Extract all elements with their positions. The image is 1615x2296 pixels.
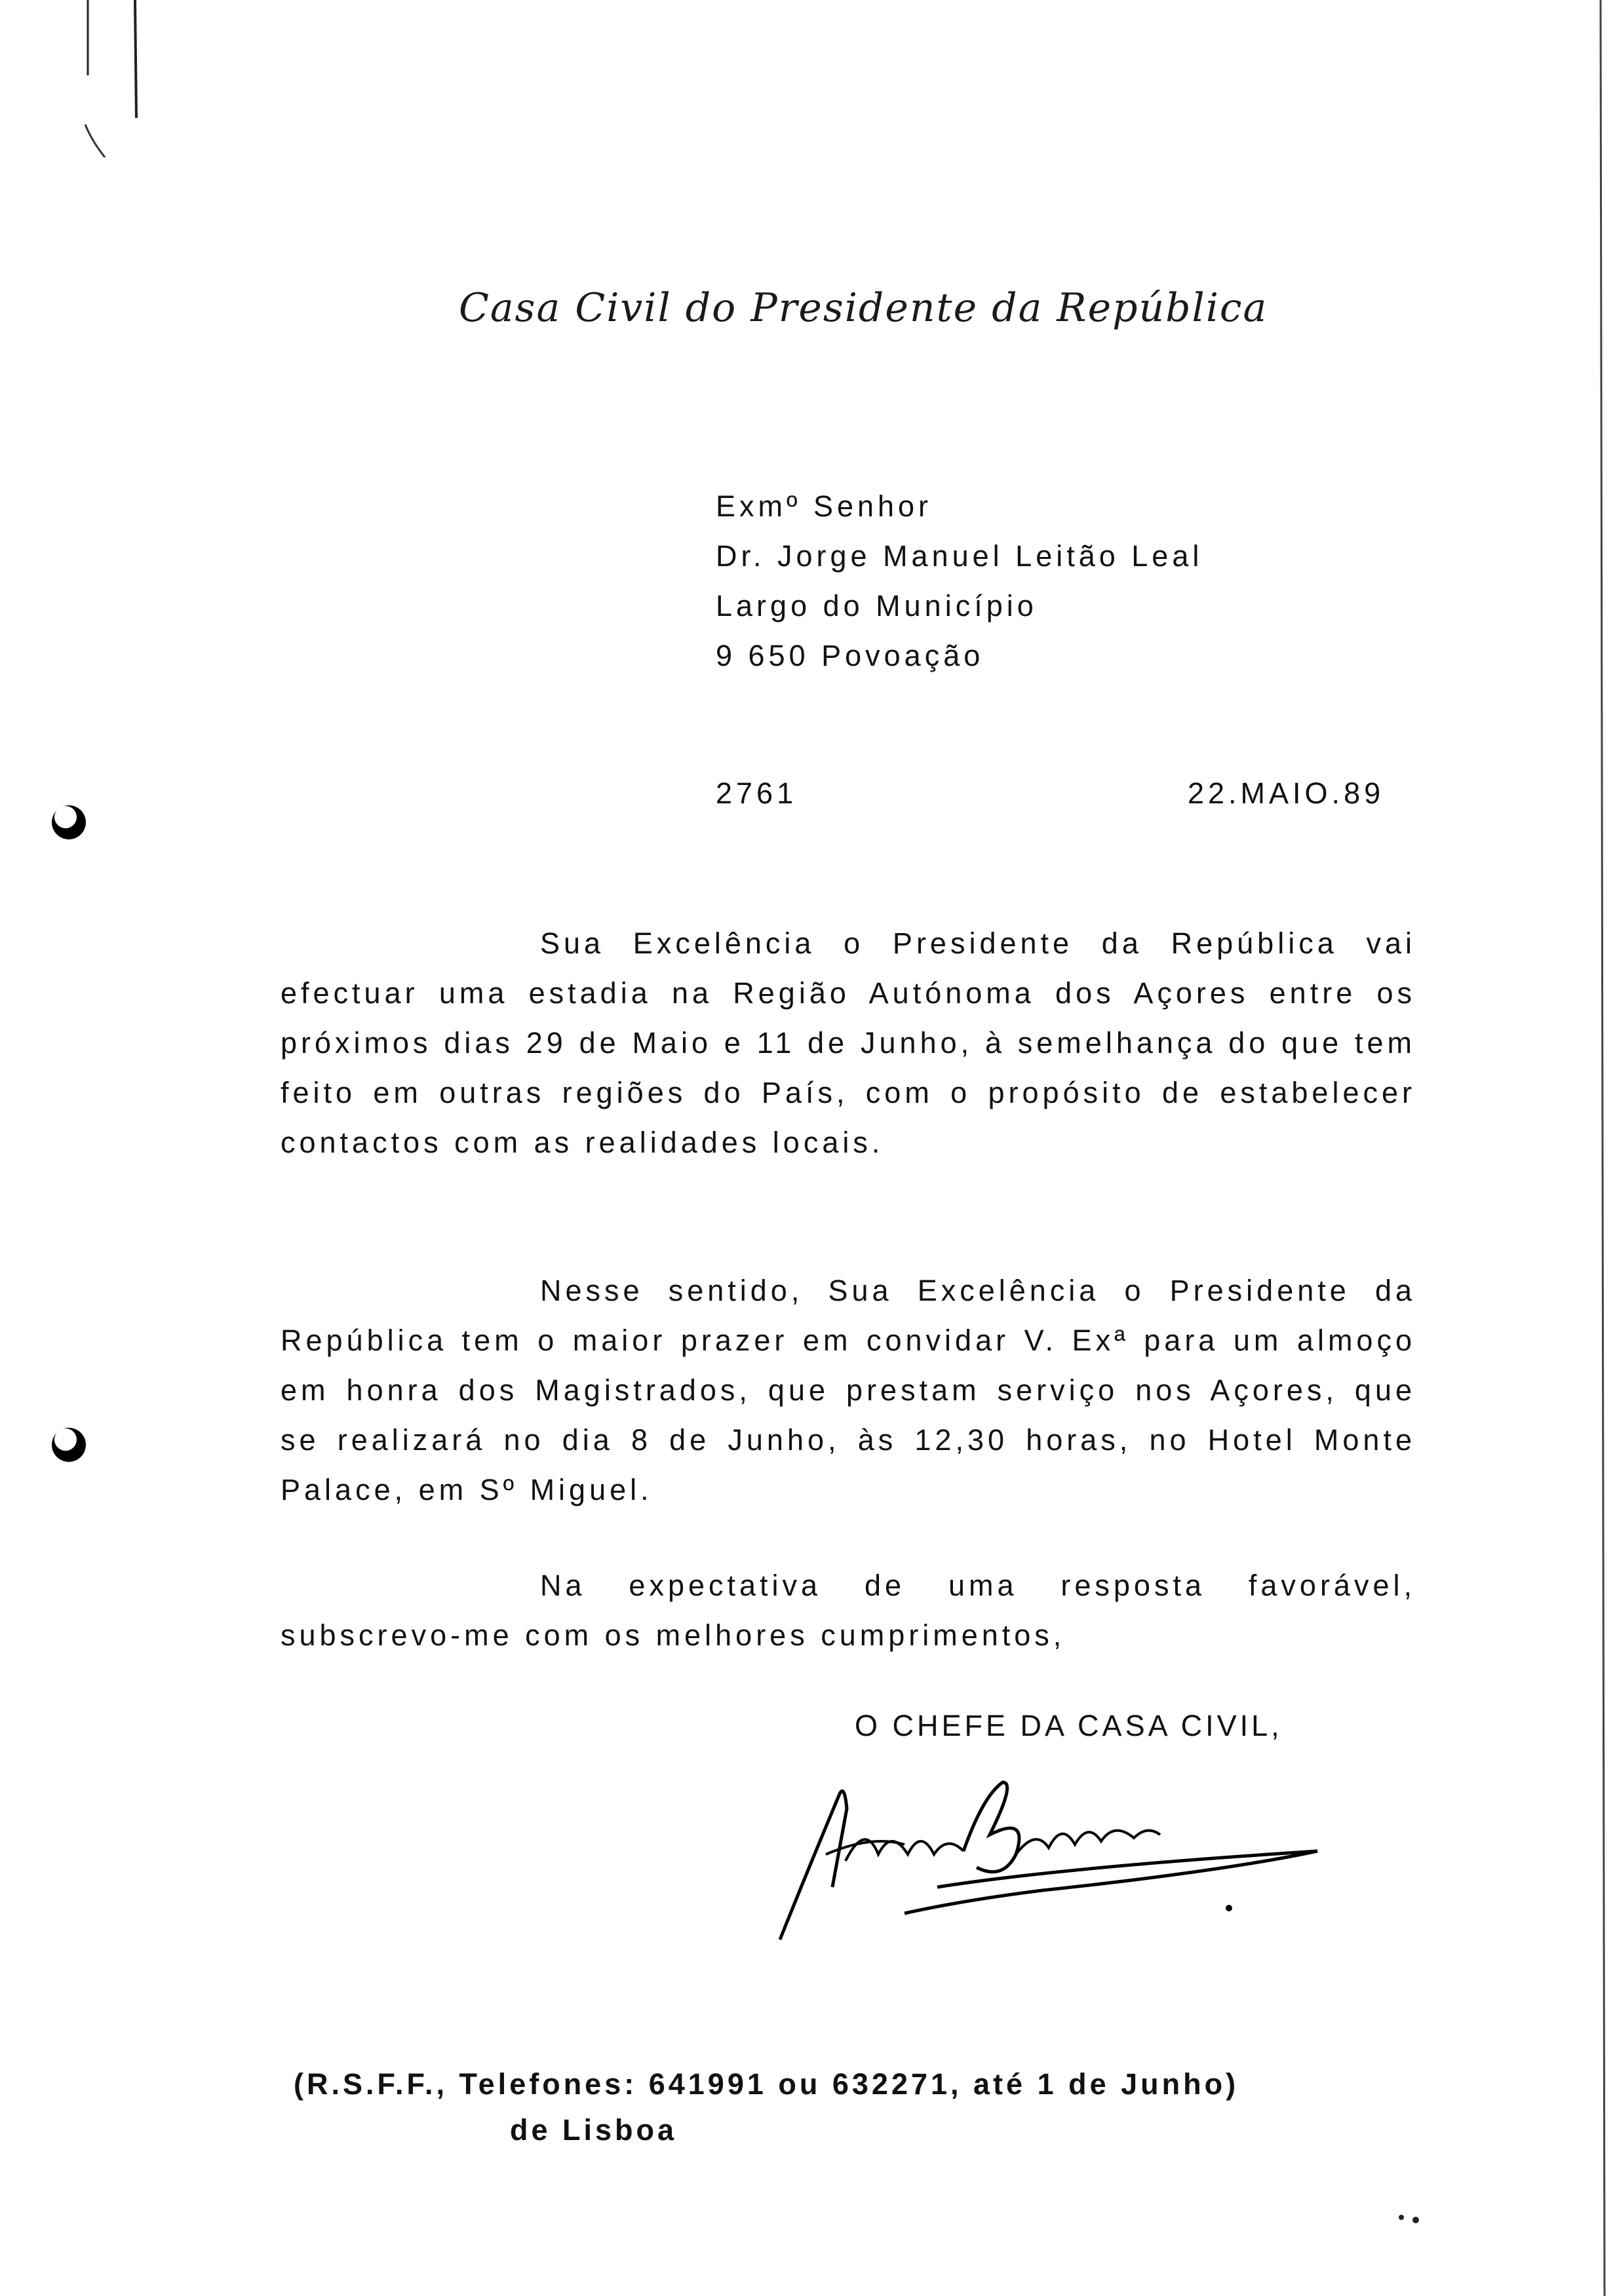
binder-mark (72, 0, 151, 170)
body-paragraph-1: Sua Excelência o Presidente da República vai efectuar uma estadia na Região Autónoma dos Açores entre os próximos dias 29 de Maio e 11 de Junho, à semelhança do que tem feito em outras regiões do País, com o propósito de estabelecer contactos com as realidades locais. (281, 927, 1416, 1159)
recipient-street: Largo do Município (716, 589, 1038, 622)
recipient-address (716, 482, 1203, 681)
recipient-salutation: Exmº Senhor (716, 489, 933, 523)
body-paragraph-3: Na expectativa de uma resposta favorável, subscrevo-me com os melhores cumprimentos, (281, 1569, 1416, 1652)
body-paragraph-2: Nesse sentido, Sua Excelência o Presidente da República tem o maior prazer em convidar V. Exª para um almoço em honra dos Magistrados, que prestam serviço nos Açores, que se realizará no dia 8 de Junho, às 12,30 horas, no Hotel Monte Palace, em Sº Miguel. (281, 1274, 1416, 1506)
corner-dots (1390, 2208, 1429, 2228)
punch-hole-top (49, 803, 88, 842)
recipient-city: 9 650 Povoação (716, 639, 984, 672)
footer-contact-city: de Lisboa (510, 2113, 678, 2147)
handwritten-signature (767, 1756, 1331, 1953)
recipient-name: Dr. Jorge Manuel Leitão Leal (716, 539, 1203, 573)
right-edge-mark (1586, 0, 1615, 2296)
punch-hole-bottom (49, 1425, 88, 1464)
footer-contact: (R.S.F.F., Telefones: 641991 ou 632271, até 1 de Junho) (294, 2067, 1239, 2101)
closing-title: O CHEFE DA CASA CIVIL, (855, 1709, 1283, 1742)
letter-date: 22.MAIO.89 (1188, 776, 1385, 810)
reference-number: 2761 (716, 776, 798, 810)
letterhead: Casa Civil do Presidente da República (459, 285, 1268, 331)
